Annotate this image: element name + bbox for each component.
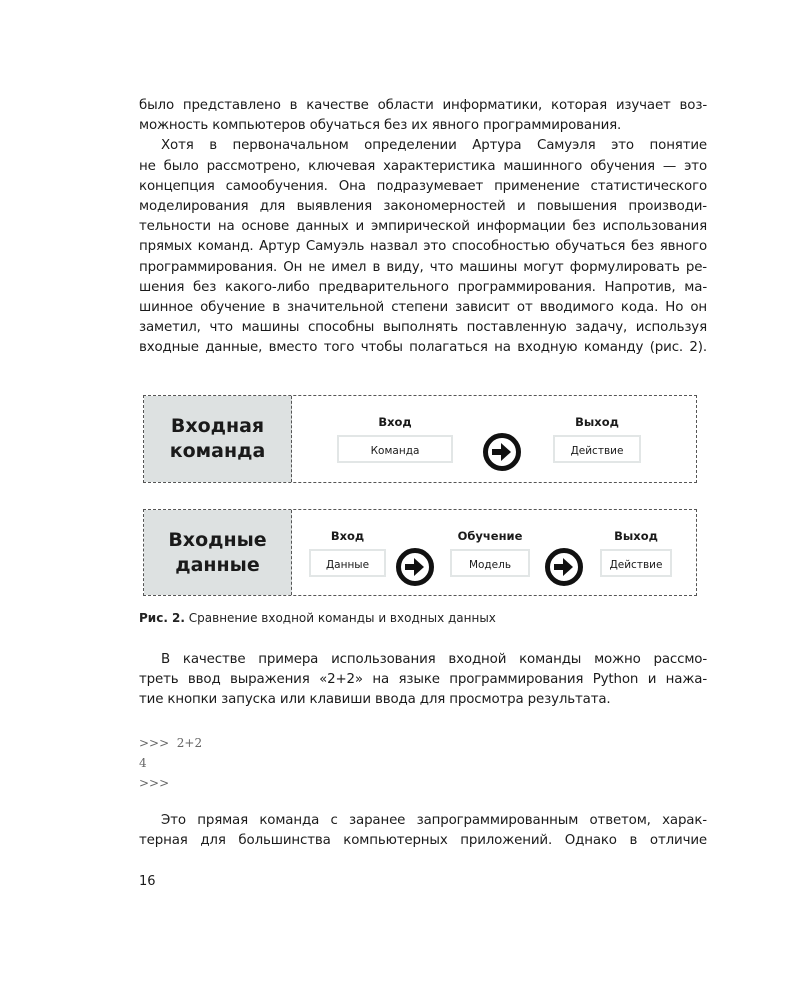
input-node (337, 415, 453, 463)
text-line: можность компьютеров обучаться без их явного программирования. (139, 118, 622, 134)
code-line: >>> 2+2 (139, 736, 203, 750)
circle-arrow-right-icon (482, 432, 522, 472)
code-line: 4 (139, 756, 147, 770)
node-box: Данные (309, 549, 386, 577)
node-box: Команда (337, 435, 453, 463)
paragraph-3 (139, 650, 707, 711)
text-block-bottom (139, 811, 707, 851)
text-line: заметил, что машины способны выполнять поставленную задачу, используя (139, 320, 707, 336)
text-line: Это прямая команда с заранее запрограммированным ответом, харак- (161, 813, 707, 828)
row-label-line: команда (169, 440, 266, 462)
text-line: тельности на основе данных и эмпирической информации без использования (139, 219, 707, 235)
input-node (309, 529, 386, 577)
figure-row-input-command (143, 395, 697, 483)
node-heading: Обучение (457, 529, 523, 543)
flow-body (292, 396, 696, 482)
text-line: прямых команд. Артур Самуэль назвал это способностью обучаться без явного (139, 239, 707, 255)
paragraph-4 (139, 811, 707, 851)
row-label (144, 396, 292, 482)
paragraph-1 (139, 96, 707, 136)
text-line: не было рассмотрено, ключевая характеристика машинного обучения — это (139, 158, 707, 174)
page-number: 16 (139, 874, 156, 889)
text-line: было представлено в качестве области информатики, которая изучает воз- (139, 98, 707, 113)
figure-caption (139, 611, 496, 625)
node-box: Действие (600, 549, 672, 577)
row-label-line: Входные (168, 528, 267, 551)
text-line: шинное обучение в значительной степени зависит от вводимого кода. Но он (139, 300, 707, 316)
node-box: Действие (553, 435, 641, 463)
node-heading: Вход (378, 415, 412, 429)
node-heading: Выход (575, 415, 619, 429)
code-line: >>> (139, 776, 170, 790)
text-line: концепция самообучения. Она подразумевает применение статистического (139, 178, 707, 194)
text-line: Хотя в первоначальном определении Артура Самуэля это понятие (161, 138, 707, 154)
row-label-line: данные (175, 553, 260, 576)
output-node (553, 415, 641, 463)
text-line: терная для большинства компьютерных приложений. Однако в отличие (139, 833, 707, 849)
caption-text: Сравнение входной команды и входных данных (184, 611, 496, 625)
text-line: треть ввод выражения «2+2» на языке программирования Python и нажа- (139, 672, 707, 688)
paragraph-2 (139, 136, 707, 358)
row-label-line: Входная (170, 415, 265, 437)
text-line: тие кнопки запуска или клавиши ввода для просмотра результата. (139, 692, 611, 708)
code-block (139, 733, 202, 793)
caption-prefix: Рис. 2. (139, 611, 185, 625)
node-heading: Вход (330, 529, 365, 543)
text-block-middle (139, 650, 707, 711)
text-line: моделирования для выявления закономерностей и повышения производи- (139, 199, 707, 215)
output-node (600, 529, 672, 577)
text-line: В качестве примера использования входной команды можно рассмо- (161, 652, 707, 667)
text-line: входные данные, вместо того чтобы полагаться на входную команду (рис. 2). (139, 340, 707, 356)
circle-arrow-right-icon (395, 547, 435, 587)
text-block-top (139, 96, 707, 359)
middle-node (450, 529, 530, 577)
figure-row-input-data (143, 509, 697, 596)
circle-arrow-right-icon (544, 547, 584, 587)
flow-body (292, 510, 696, 595)
text-line: программирования. Он не имел в виду, что машины могут формулировать ре- (139, 259, 707, 275)
row-label (144, 510, 292, 595)
text-line: шения без какого-либо предварительного программирования. Напротив, ма- (139, 279, 707, 295)
node-box: Модель (450, 549, 530, 577)
node-heading: Выход (614, 529, 658, 543)
